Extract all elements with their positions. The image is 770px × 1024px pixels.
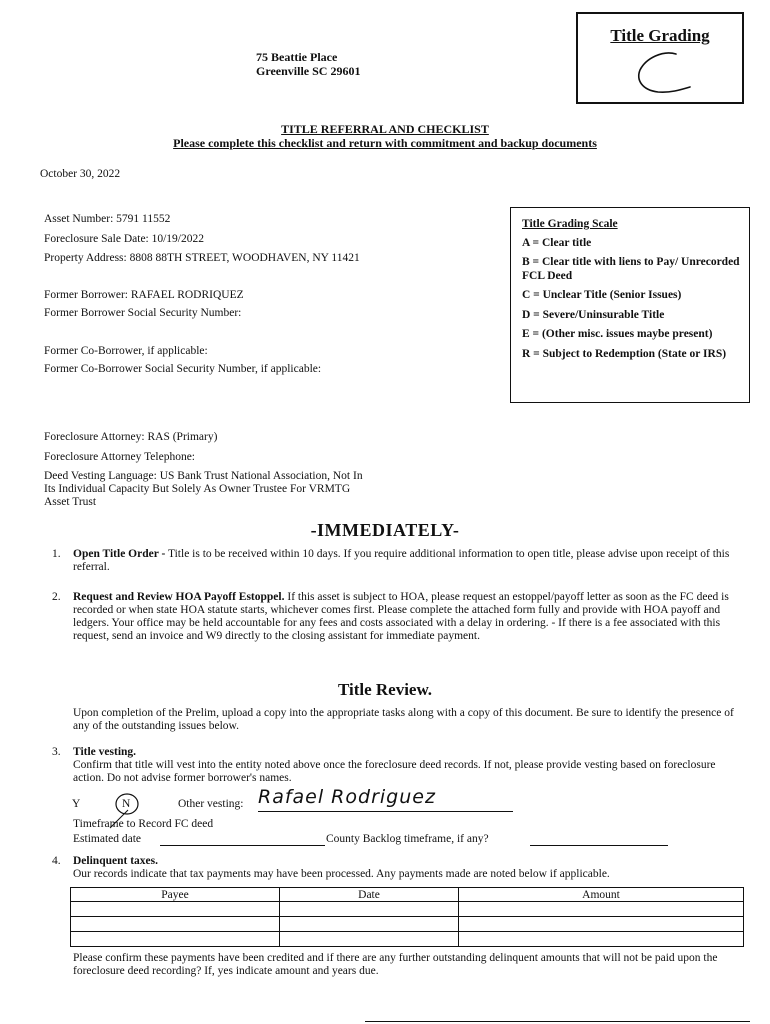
- other-vesting-line: [258, 811, 513, 812]
- grading-scale-item: A = Clear title: [522, 236, 592, 249]
- property-address: Property Address: 8808 88TH STREET, WOODHAVEN, NY 11421: [44, 252, 360, 264]
- address-line2: Greenville SC 29601: [256, 64, 361, 78]
- estimated-date-label: Estimated date: [73, 833, 142, 845]
- foreclosure-attorney: Foreclosure Attorney: RAS (Primary): [44, 431, 218, 443]
- column-header-payee: Payee: [71, 888, 280, 902]
- item-number: 4.: [52, 855, 61, 867]
- table-cell[interactable]: [280, 902, 459, 917]
- item-hoa-payoff: [73, 591, 743, 643]
- former-co-borrower-ssn: Former Co-Borrower Social Security Number, if applicable:: [44, 363, 322, 375]
- address-line1: 75 Beattie Place: [256, 50, 338, 64]
- former-borrower-ssn: Former Borrower Social Security Number:: [44, 307, 242, 319]
- title-review-intro: Upon completion of the Prelim, upload a copy into the appropriate tasks along with a copy of this document. Be sure to identify the presence of any of the outstanding issues below.: [73, 707, 734, 732]
- vesting-no-label: N: [122, 798, 131, 810]
- table-cell[interactable]: [459, 917, 744, 932]
- table-cell[interactable]: [71, 902, 280, 917]
- grading-scale-item: D = Severe/Uninsurable Title: [522, 308, 665, 321]
- title-grading-box: [576, 12, 744, 104]
- table-cell[interactable]: [280, 932, 459, 947]
- handwritten-grade-c: [628, 46, 708, 101]
- former-co-borrower: Former Co-Borrower, if applicable:: [44, 345, 208, 357]
- title-grading-label: Title Grading: [610, 26, 710, 45]
- other-vesting-handwritten: Rafael Rodriguez: [258, 786, 436, 808]
- table-cell[interactable]: [280, 917, 459, 932]
- title-grading-scale: [510, 207, 750, 403]
- document-subtitle: Please complete this checklist and return with commitment and backup documents: [173, 136, 597, 150]
- item-open-title-order: [73, 548, 743, 574]
- table-row: [71, 917, 744, 932]
- timeframe-label: Timeframe to Record FC deed: [73, 818, 214, 830]
- column-header-date: Date: [280, 888, 459, 902]
- tax-payments-table: [70, 887, 744, 947]
- office-address: [256, 50, 360, 78]
- item-text: If this asset is subject to HOA, please request an estoppel/payoff letter as soon as the FC deed is recorded or when state HOA statute starts, whichever comes first. Please complete the attached form fully and provide with HOA payoff and ledgers. Your office may be held accountable for any fees and costs associated with a delay in ordering. - If there is a fee associated with this request, send an invoice and W9 directly to the closing assistant for immediate payment.: [73, 591, 729, 642]
- table-row: [71, 932, 744, 947]
- document-date: October 30, 2022: [40, 168, 121, 180]
- signature-line: [365, 1021, 750, 1022]
- estimated-date-line[interactable]: [160, 845, 325, 846]
- document-title: TITLE REFERRAL AND CHECKLIST: [281, 122, 489, 136]
- strike-mark-icon: [108, 806, 132, 830]
- foreclosure-attorney-telephone: Foreclosure Attorney Telephone:: [44, 451, 195, 463]
- table-cell[interactable]: [459, 932, 744, 947]
- grading-scale-title: Title Grading Scale: [522, 218, 618, 230]
- vesting-yes-option[interactable]: Y: [72, 798, 81, 810]
- grading-scale-item: C = Unclear Title (Senior Issues): [522, 289, 682, 301]
- grading-scale-item: E = (Other misc. issues maybe present): [522, 328, 713, 340]
- asset-number: Asset Number: 5791 11552: [44, 213, 171, 225]
- item-title: Open Title Order -: [73, 548, 166, 560]
- item-text: Title is to be received within 10 days. If you require additional information to open title, please advise upon receipt of this referral.: [73, 548, 730, 573]
- confirm-payments-text: Please confirm these payments have been credited and if there are any further outstanding delinquent amounts that will not be paid upon the foreclosure deed recording? If, yes indicate amount and years due.: [73, 952, 718, 977]
- title-vesting-text: Confirm that title will vest into the entity noted above once the foreclosure deed records. If not, please provide vesting based on foreclosure action. Do not advise former borrower's names.: [73, 759, 716, 784]
- item-delinquent-taxes: Delinquent taxes.: [73, 855, 158, 867]
- delinquent-taxes-text: Our records indicate that tax payments may have been processed. Any payments made are noted below if applicable.: [73, 868, 610, 880]
- grading-scale-item: R = Subject to Redemption (State or IRS): [522, 347, 727, 360]
- item-title-vesting: Title vesting.: [73, 746, 137, 758]
- grading-scale-item: B = Clear title with liens to Pay/ Unrecorded FCL Deed: [522, 256, 740, 282]
- item-number: 1.: [52, 548, 61, 560]
- table-header-row: [71, 888, 744, 902]
- immediately-heading: -IMMEDIATELY-: [310, 520, 460, 540]
- item-number: 2.: [52, 591, 61, 603]
- foreclosure-sale-date: Foreclosure Sale Date: 10/19/2022: [44, 233, 205, 245]
- backlog-label: County Backlog timeframe, if any?: [326, 833, 489, 845]
- column-header-amount: Amount: [459, 888, 744, 902]
- item-number: 3.: [52, 746, 61, 758]
- table-cell[interactable]: [459, 902, 744, 917]
- item-title: Request and Review HOA Payoff Estoppel.: [73, 591, 285, 603]
- deed-vesting-language: Deed Vesting Language: US Bank Trust National Association, Not In Its Individual Capacity But Solely As Owner Trustee For VRMTG Asset Trust: [44, 470, 363, 508]
- other-vesting-label: Other vesting:: [178, 798, 244, 810]
- table-cell[interactable]: [71, 932, 280, 947]
- document-heading: [0, 122, 770, 150]
- former-borrower: Former Borrower: RAFAEL RODRIQUEZ: [44, 289, 244, 301]
- table-cell[interactable]: [71, 917, 280, 932]
- backlog-line[interactable]: [530, 845, 668, 846]
- title-review-heading: Title Review.: [337, 680, 433, 699]
- table-row: [71, 902, 744, 917]
